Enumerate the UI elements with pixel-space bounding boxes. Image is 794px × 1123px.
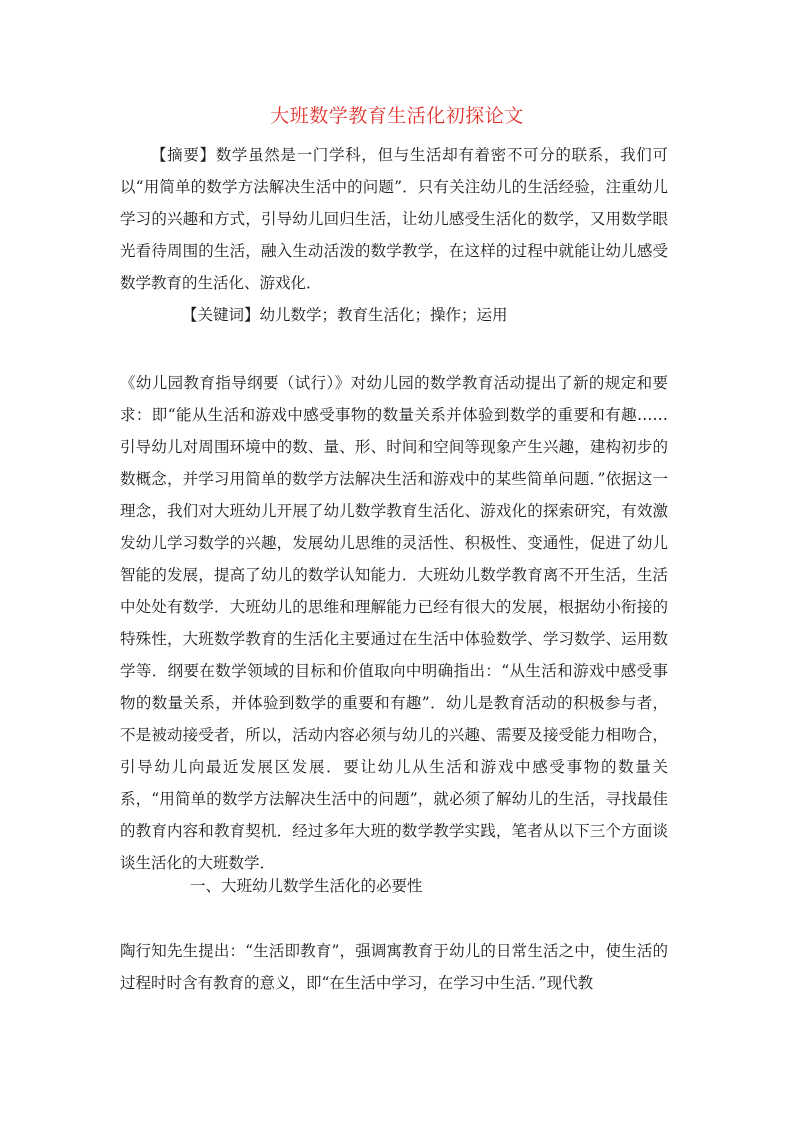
keywords-text: 幼儿数学；教育生活化；操作；运用 (259, 306, 508, 324)
section-heading: 一、大班幼儿数学生活化的必要性 (190, 877, 423, 895)
abstract-label: 【摘要】 (151, 146, 216, 164)
abstract-paragraph (120, 139, 668, 299)
body-paragraph-2: 陶行知先生提出：“生活即教育”，强调寓教育于幼儿的日常生活之中，使生活的过程时时含有教育的意义，即“在生活中学习，在学习中生活．”现代教 (120, 942, 668, 992)
abstract-text: 数学虽然是一门学科，但与生活却有着密不可分的联系，我们可以“用简单的数学方法解决生活中的问题”．只有关注幼儿的生活经验，注重幼儿学习的兴趣和方式，引导幼儿回归生活，让幼儿感受生活化的数学，又用数学眼光看待周围的生活，融入生动活泼的数学教学，在这样的过程中就能让幼儿感受数学教育的生活化、游戏化． (120, 146, 668, 292)
keywords-label: 【关键词】 (182, 306, 260, 324)
document-title: 大班数学教育生活化初探论文 (270, 105, 524, 127)
body-paragraph-1: 《幼儿园教育指导纲要（试行）》对幼儿园的数学教育活动提出了新的规定和要求：即“能从生活和游戏中感受事物的数量关系并体验到数学的重要和有趣……引导幼儿对周围环境中的数、量、形、时间和空间等现象产生兴趣，建构初步的数概念，并学习用简单的数学方法解决生活和游戏中的某些简单问题．”依据这一理念，我们对大班幼儿开展了幼儿数学教育生活化、游戏化的探索研究，有效激发幼儿学习数学的兴趣，发展幼儿思维的灵活性、积极性、变通性，促进了幼儿智能的发展，提高了幼儿的数学认知能力．大班幼儿数学教育离不开生活，生活中处处有数学．大班幼儿的思维和理解能力已经有很大的发展，根据幼小衔接的特殊性，大班数学教育的生活化主要通过在生活中体验数学、学习数学、运用数学等．纲要在数学领域的目标和价值取向中明确指出：“从生活和游戏中感受事物的数量关系，并体验到数学的重要和有趣”．幼儿是教育活动的积极参与者，不是被动接受者，所以，活动内容必须与幼儿的兴趣、需要及接受能力相吻合，引导幼儿向最近发展区发展．要让幼儿从生活和游戏中感受事物的数量关系，“用简单的数学方法解决生活中的问题”，就必须了解幼儿的生活，寻找最佳的教育内容和教育契机．经过多年大班的数学教学实践，笔者从以下三个方面谈谈生活化的大班数学． (120, 374, 668, 872)
keywords-line (182, 299, 508, 331)
